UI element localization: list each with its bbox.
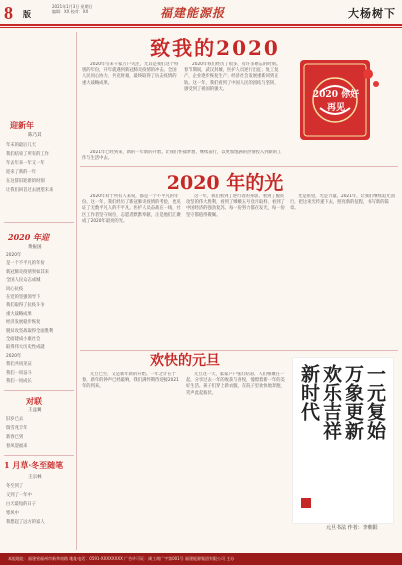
footer-bar: 本报地址：福建省福州市新华南路 地址电话：0591-XXXXXXXX 广告许可证：闽工商广字第001号 福建能源集团有限公司 主办 bbox=[0, 553, 402, 565]
poem2-title: 2020 年迎 bbox=[8, 232, 50, 242]
calligraphy-column: 欢乐吉祥 bbox=[320, 364, 342, 440]
poem1-body bbox=[6, 141, 74, 195]
poem-line: 我们取得了抗疫斗争 bbox=[6, 303, 45, 309]
poem-line: 新冠肺炎疫情突如其来 bbox=[6, 269, 49, 275]
section-divider bbox=[4, 390, 74, 391]
poem-line: 2020年 bbox=[6, 353, 22, 359]
seal-stamp-icon bbox=[301, 498, 311, 508]
poem1-title: 迎新年 bbox=[10, 120, 34, 130]
masthead bbox=[0, 0, 402, 27]
poem-line: 脱贫攻坚战取得全面胜利 bbox=[6, 328, 54, 334]
stamp-text: 2020 你好 再见 bbox=[312, 90, 360, 113]
top-article-para1: 2020年引来千家万户关注，尤其是我们这个特别的年份，开年就遇到新冠肺炎疫情的冲击。全国人民同心协力、共克时艰，最终取得了抗击疫情的重大战略成果。 bbox=[82, 62, 179, 86]
poem3-title: 对联 bbox=[26, 396, 42, 406]
poem-line: 白天最短的日子 bbox=[6, 502, 37, 507]
poem-line: 取得伟大历史性成就 bbox=[6, 345, 45, 351]
poem-line: 全国人民众志成城 bbox=[6, 278, 41, 284]
poem-line: 同心抗疫 bbox=[6, 286, 24, 292]
poem2-body bbox=[6, 252, 74, 387]
page-label: 版 bbox=[23, 9, 31, 19]
mid-article-title: 2020 年的光 bbox=[166, 172, 284, 194]
column-divider-left bbox=[76, 32, 77, 550]
poem-line: 经济发展稳步恢复 bbox=[6, 320, 41, 326]
poem-line: 旧岁已去 bbox=[6, 417, 24, 422]
poem-line: 年末的最后几天 bbox=[6, 143, 37, 148]
bottom-article-para2: 元旦这一天，家家户户张灯结彩，人们相聚在一起，分享过去一年的收获与喜悦，憧憬着新一年的美好生活。孩子们穿上新衣服，在院子里欢快地奔跑，笑声此起彼伏。 bbox=[186, 372, 285, 396]
header-divider-thin bbox=[0, 27, 402, 28]
section-divider bbox=[80, 166, 398, 167]
poem2-author: 黄振国 bbox=[28, 245, 42, 250]
new-year-stamp-illustration bbox=[286, 52, 390, 152]
poem4-title: 1 月草·冬至随笔 bbox=[4, 460, 64, 470]
poem3-body bbox=[6, 415, 74, 451]
bottom-article-title: 欢快的元旦 bbox=[150, 353, 220, 369]
poem4-author: 王宗林 bbox=[28, 475, 42, 480]
mid-article-para3: 光是希望，光是力量。2021年，让我们继续追光而行，把这束光传递下去，照亮新的征程，书写新的篇章。 bbox=[290, 194, 395, 212]
poem-line: 冬至到了 bbox=[6, 484, 24, 489]
poem-line: 我们一同成长 bbox=[6, 379, 32, 385]
issue-date-line1: 2021年1月3日 星期日 bbox=[52, 4, 93, 9]
poem-line: 我们一同奋斗 bbox=[6, 370, 32, 376]
issue-date-line2: 编辑：XX 校对：XX bbox=[52, 9, 89, 14]
top-article-title: 致我的2020 bbox=[150, 36, 280, 60]
poem-line: 全面建成小康社会 bbox=[6, 337, 41, 343]
section-title: 大杨树下 bbox=[348, 7, 396, 20]
calligraphy-caption: 元旦书法 作者：李朝阳 bbox=[326, 525, 378, 531]
calligraphy-artwork bbox=[292, 357, 394, 524]
calligraphy-column: 一元复始 bbox=[364, 364, 386, 440]
section-divider bbox=[4, 222, 74, 223]
poem-line: 我们共同见证 bbox=[6, 362, 32, 368]
poem-line: 瑞雪兆丰年 bbox=[6, 426, 28, 431]
poem1-author: 陈乃其 bbox=[28, 133, 42, 138]
poem-line: 又到了一年中 bbox=[6, 493, 32, 498]
poem4-body bbox=[6, 482, 74, 527]
calligraphy-column: 新时代 bbox=[298, 364, 320, 421]
poem-line: 是一个不平凡的年份 bbox=[6, 261, 45, 267]
header-divider bbox=[0, 24, 402, 26]
poem-line: 新春已到 bbox=[6, 435, 24, 440]
poem-line: 春风迎福来 bbox=[6, 444, 28, 449]
mid-article-para2: 这一年，我们看到了逆行者的身影，看到了脱贫攻坚的伟大胜利，看到了嫦娥五号登月取样，看到了中国经济的强劲复苏。每一份努力都在发光，每一份坚守都值得敬佩。 bbox=[186, 194, 285, 218]
page-number: 8 bbox=[4, 3, 13, 23]
newspaper-brand: 福建能源报 bbox=[160, 6, 226, 20]
poem-line: 迎来了新的一年 bbox=[6, 170, 37, 175]
poem-line: 我想起了远方的家人 bbox=[6, 520, 45, 525]
section-divider bbox=[4, 455, 74, 456]
poem-line: 在党的坚强领导下 bbox=[6, 295, 41, 301]
issue-date bbox=[52, 4, 93, 14]
top-article-para3: 2021年已经到来，新的一年新的开始。让我们怀揣梦想，继续前行，以更加饱满的热情投入到新的工作与生活中去。 bbox=[82, 150, 282, 162]
top-article-para2: 2020年我们经历了很多，有许多难忘的时刻。春节期间，武汉封城，医护人员逆行出征；复工复产，企业逐步恢复生产；经济社会发展重新回到正轨。这一年，我们看到了中国人民的团结与坚韧，感受到了祖国的强大。 bbox=[184, 62, 281, 92]
poem-line: 我们结束了所有的工作 bbox=[6, 152, 49, 157]
poem-line: 寒风中 bbox=[6, 511, 19, 516]
poem-line: 在这辞旧迎新的时刻 bbox=[6, 179, 45, 184]
poem-line: 2020年 bbox=[6, 253, 22, 258]
poem3-author: 王益翼 bbox=[28, 408, 42, 413]
bottom-article-para1: 元旦已至，又是新年新的开始。一年之计在于春，新年的钟声已经敲响，我们满怀期待迎接2021年的到来。 bbox=[82, 372, 179, 390]
calligraphy-column: 万象更新 bbox=[342, 364, 364, 440]
poem-line: 重大战略成果 bbox=[6, 311, 32, 317]
mid-article-para1: 2020年对于所有人来说，都是一个不平凡的年份。这一年，我们经历了新冠肺炎疫情的考验，也见证了无数平凡人的不平凡。医护人员奋战在一线，社区工作者坚守岗位，志愿者默默奉献，正是他们汇聚成了2020年最亮的光。 bbox=[82, 194, 181, 224]
poem-line: 让我们回首过去展望未来 bbox=[6, 188, 54, 193]
poem-line: 年去年来一年又一年 bbox=[6, 161, 45, 166]
